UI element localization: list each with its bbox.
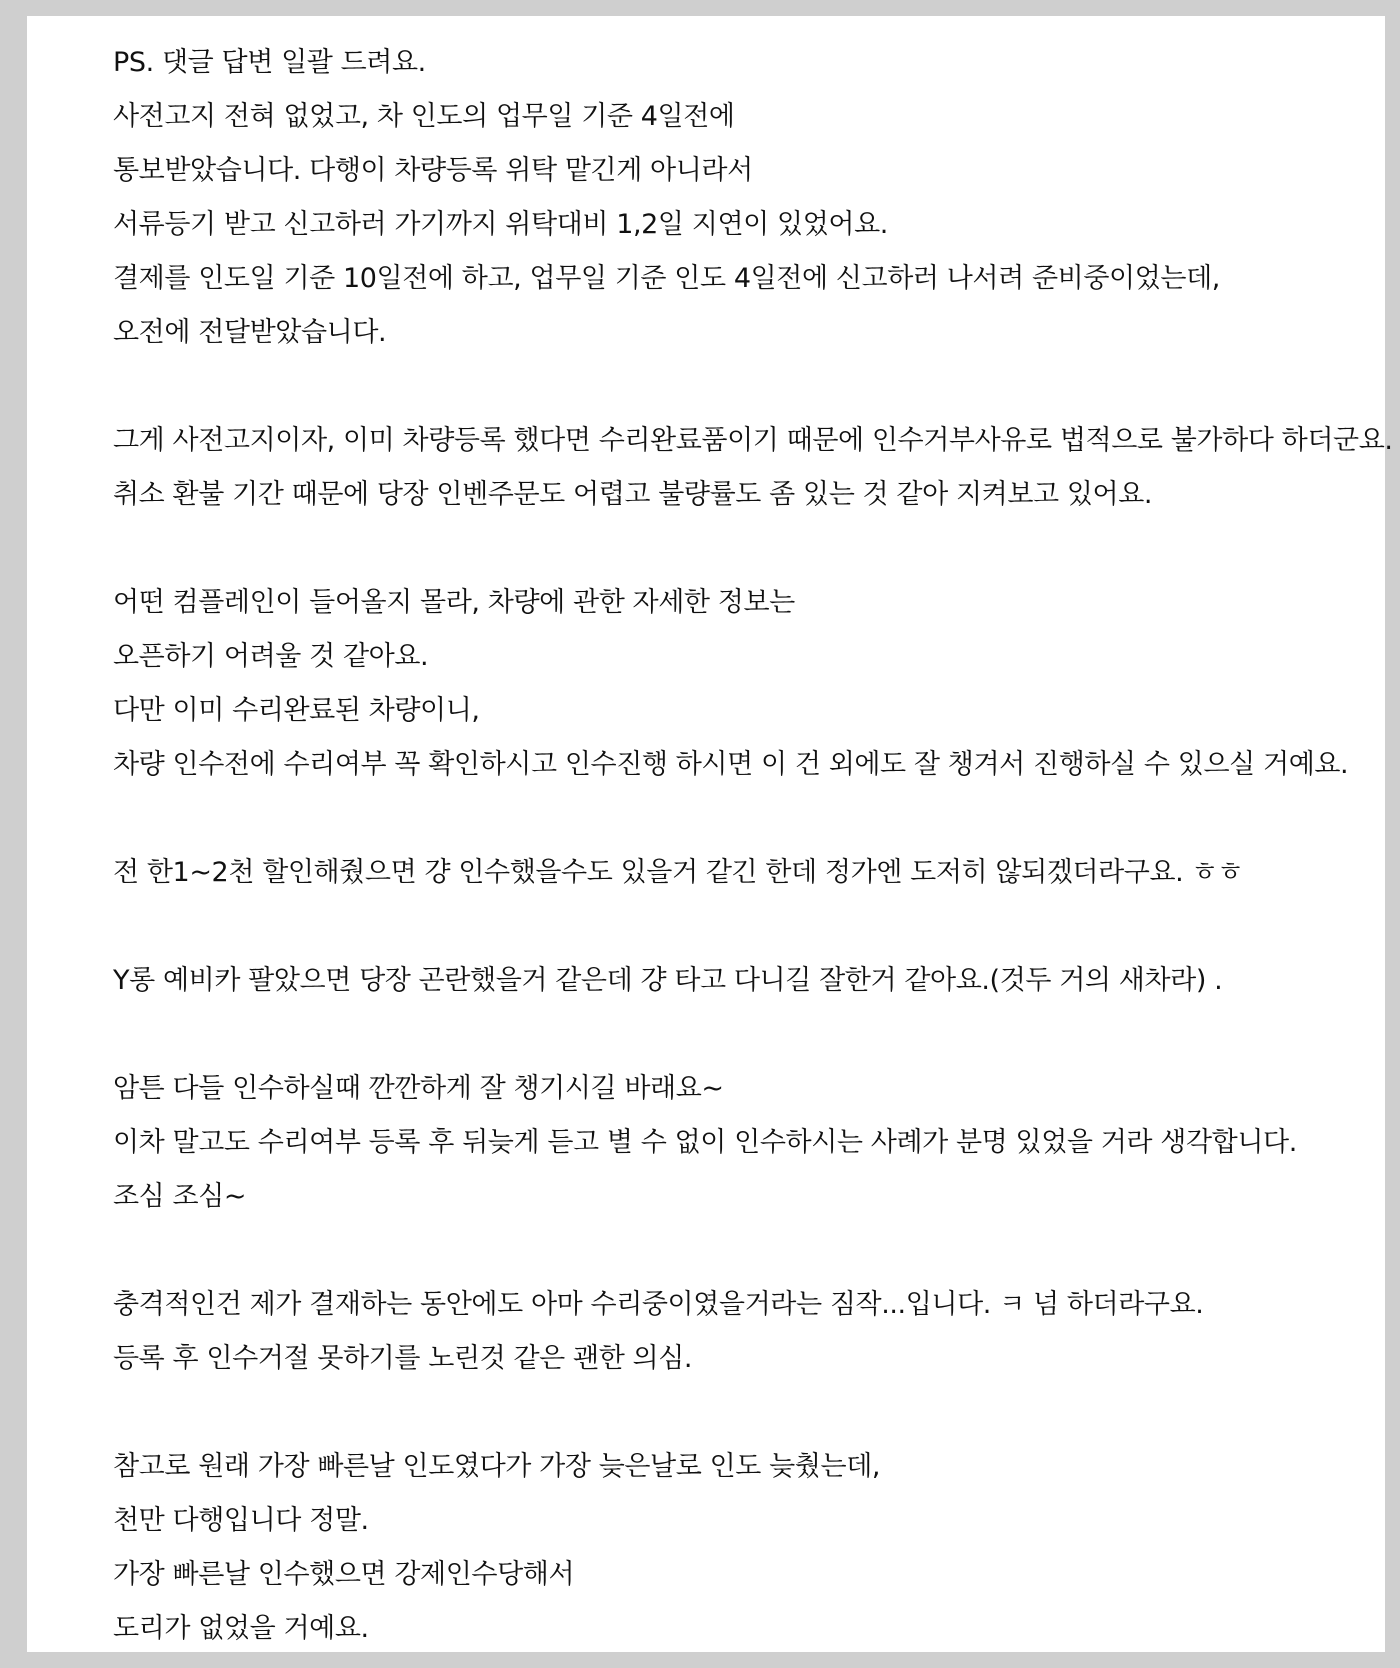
text-line: 오전에 전달받았습니다. xyxy=(113,317,387,348)
blank-line xyxy=(113,900,1400,954)
text-line: Y롱 예비카 팔았으면 당장 곤란했을거 같은데 걍 타고 다니길 잘한거 같아요.(것두 거의 새차라) . xyxy=(113,965,1223,996)
text-line: 참고로 원래 가장 빠른날 인도였다가 가장 늦은날로 인도 늦췄는데, xyxy=(113,1451,881,1482)
text-line: 사전고지 전혀 없었고, 차 인도의 업무일 기준 4일전에 xyxy=(113,101,735,132)
text-line: 어떤 컴플레인이 들어올지 몰라, 차량에 관한 자세한 정보는 xyxy=(113,587,795,618)
text-line: 천만 다행입니다 정말. xyxy=(113,1505,369,1536)
text-line: 가장 빠른날 인수했으면 강제인수당해서 xyxy=(113,1559,575,1590)
blank-line xyxy=(113,792,1400,846)
text-line: 차량 인수전에 수리여부 꼭 확인하시고 인수진행 하시면 이 건 외에도 잘 챙겨서 진행하실 수 있으실 거예요. xyxy=(113,749,1349,780)
blank-line xyxy=(113,360,1400,414)
text-line: 이차 말고도 수리여부 등록 후 뒤늦게 듣고 별 수 없이 인수하시는 사례가 분명 있었을 거라 생각합니다. xyxy=(113,1127,1297,1158)
text-line: 전 한1~2천 할인해줬으면 걍 인수했을수도 있을거 같긴 한데 정가엔 도저히 않되겠더라구요. ㅎㅎ xyxy=(113,857,1243,888)
text-line: PS. 댓글 답변 일괄 드려요. xyxy=(113,47,426,78)
text-line: 등록 후 인수거절 못하기를 노린것 같은 괜한 의심. xyxy=(113,1343,693,1374)
blank-line xyxy=(113,522,1400,576)
text-line: 암튼 다들 인수하실때 깐깐하게 잘 챙기시길 바래요~ xyxy=(113,1073,724,1104)
text-line: 서류등기 받고 신고하러 가기까지 위탁대비 1,2일 지연이 있었어요. xyxy=(113,209,888,240)
blank-line xyxy=(113,1224,1400,1278)
text-line: 조심 조심~ xyxy=(113,1181,247,1212)
text-line: 다만 이미 수리완료된 차량이니, xyxy=(113,695,480,726)
text-line: 결제를 인도일 기준 10일전에 하고, 업무일 기준 인도 4일전에 신고하러 나서려 준비중이었는데, xyxy=(113,263,1220,294)
text-line: 취소 환불 기간 때문에 당장 인벤주문도 어렵고 불량률도 좀 있는 것 같아 지켜보고 있어요. xyxy=(113,479,1153,510)
text-line: 통보받았습니다. 다행이 차량등록 위탁 맡긴게 아니라서 xyxy=(113,155,753,186)
text-line: 오픈하기 어려울 것 같아요. xyxy=(113,641,429,672)
text-line: 그게 사전고지이자, 이미 차량등록 했다면 수리완료품이기 때문에 인수거부사유로 법적으로 불가하다 하더군요. xyxy=(113,425,1393,456)
post-body xyxy=(113,36,1400,1656)
blank-line xyxy=(113,1008,1400,1062)
text-line: 충격적인건 제가 결재하는 동안에도 아마 수리중이였을거라는 짐작...입니다. ㅋ 넘 하더라구요. xyxy=(113,1289,1204,1320)
blank-line xyxy=(113,1386,1400,1440)
text-line: 도리가 없었을 거예요. xyxy=(113,1613,369,1644)
